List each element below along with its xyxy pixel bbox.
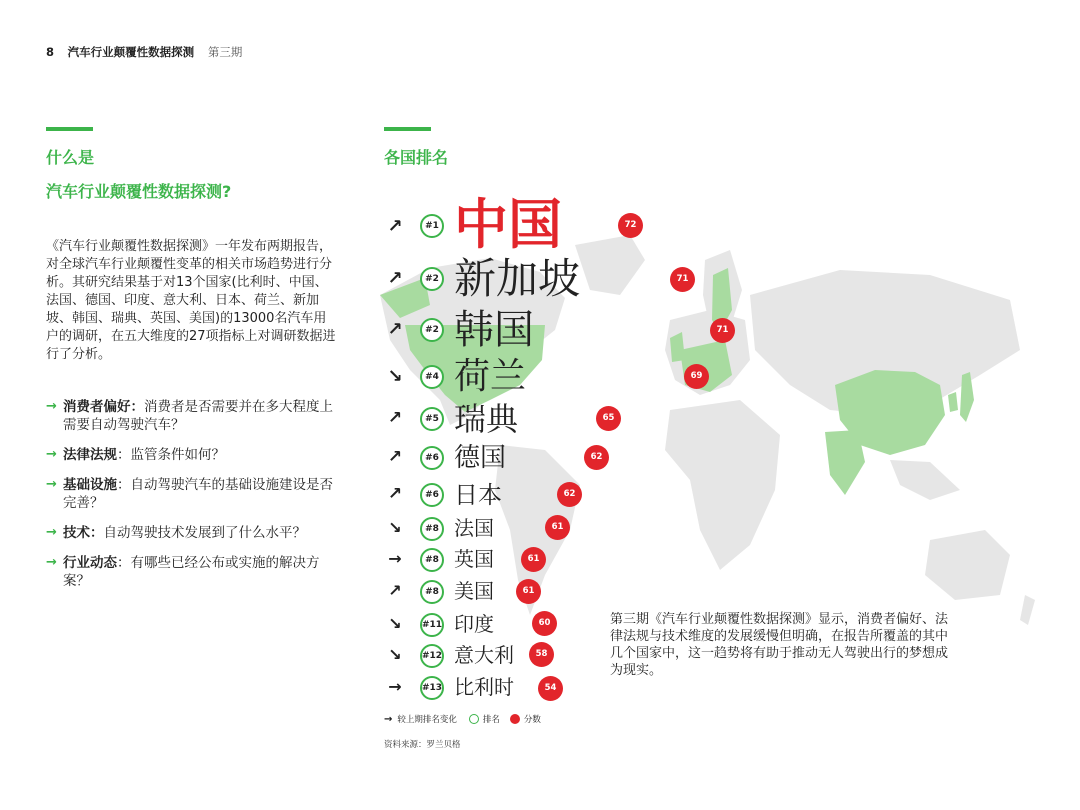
right-heading: 各国排名 bbox=[384, 148, 449, 167]
trend-arrow-icon: → bbox=[388, 549, 402, 568]
right-section-rule bbox=[384, 127, 431, 131]
dimension-text bbox=[63, 554, 346, 590]
left-section-rule bbox=[46, 127, 93, 131]
country-name: 印度 bbox=[454, 612, 494, 636]
arrow-right-icon: → bbox=[384, 713, 393, 725]
map-korea bbox=[948, 392, 958, 412]
rank-badge: #8 bbox=[420, 580, 444, 604]
trend-arrow-icon: ↘ bbox=[388, 518, 402, 537]
legend-rank-label: 排名 bbox=[482, 715, 500, 725]
rank-ring-icon bbox=[469, 714, 479, 724]
dimension-item bbox=[46, 554, 346, 590]
map-australia bbox=[925, 530, 1010, 600]
rank-badge: #2 bbox=[420, 267, 444, 291]
map-india bbox=[825, 430, 865, 495]
trend-arrow-icon: ↗ bbox=[387, 216, 403, 237]
rank-badge: #5 bbox=[420, 407, 444, 431]
rank-badge: #13 bbox=[420, 676, 444, 700]
dimension-list bbox=[46, 398, 346, 602]
trend-arrow-icon: ↗ bbox=[387, 268, 403, 289]
trend-arrow-icon: ↗ bbox=[387, 319, 403, 340]
rank-badge: #6 bbox=[420, 446, 444, 470]
dimension-desc: ：自动驾驶汽车的基础设施建设是否完善？ bbox=[63, 477, 333, 511]
rank-badge: #11 bbox=[420, 613, 444, 637]
trend-arrow-icon: ↗ bbox=[387, 447, 403, 467]
score-dot: 60 bbox=[532, 611, 557, 636]
country-name: 比利时 bbox=[454, 675, 514, 699]
dimension-text bbox=[63, 446, 225, 464]
trend-arrow-icon: ↗ bbox=[388, 581, 402, 600]
map-greenland bbox=[575, 235, 645, 295]
dimension-title: 消费者偏好： bbox=[63, 399, 144, 415]
intro-paragraph: 《汽车行业颠覆性数据探测》一年发布两期报告，对全球汽车行业颠覆性变革的相关市场趋势进行分析。其研究结果基于对13个国家(比利时、中国、法国、德国、印度、意大利、日本、荷兰、新加坡、韩国、瑞典、英国、美国)的13000名汽车用户的调研，在五大维度的27项指标上对调研数据进行了分析。 bbox=[46, 239, 336, 362]
dimension-desc: 自动驾驶技术发展到了什么水平？ bbox=[103, 525, 306, 541]
country-name: 美国 bbox=[454, 579, 494, 603]
map-africa bbox=[665, 400, 780, 570]
trend-arrow-icon: ↘ bbox=[387, 366, 403, 387]
legend-change-label: 较上期排名变化 bbox=[397, 715, 457, 725]
left-heading-line2: 汽车行业颠覆性数据探测? bbox=[46, 182, 232, 201]
summary-paragraph: 第三期《汽车行业颠覆性数据探测》显示，消费者偏好、法律法规与技术维度的发展缓慢但明确，在报告所覆盖的其中几个国家中，这一趋势将有助于推动无人驾驶出行的梦想成为现实。 bbox=[610, 612, 949, 678]
dimension-item bbox=[46, 398, 346, 434]
score-dot-icon bbox=[510, 714, 520, 724]
header-issue: 第三期 bbox=[207, 45, 243, 59]
rank-badge: #8 bbox=[420, 548, 444, 572]
score-dot: 72 bbox=[618, 213, 643, 238]
dimension-desc: ：有哪些已经公布或实施的解决方案？ bbox=[63, 555, 320, 589]
arrow-right-icon: → bbox=[46, 555, 57, 570]
country-name: 英国 bbox=[454, 547, 494, 571]
score-dot: 71 bbox=[710, 318, 735, 343]
header-title: 汽车行业颠覆性数据探测 bbox=[67, 45, 195, 59]
dimension-item bbox=[46, 446, 346, 464]
rank-badge: #12 bbox=[420, 644, 444, 668]
score-dot: 54 bbox=[538, 676, 563, 701]
legend-score-label: 分数 bbox=[523, 715, 541, 725]
dimension-text bbox=[63, 476, 346, 512]
dimension-desc: ：监管条件如何？ bbox=[117, 447, 225, 463]
score-dot: 65 bbox=[596, 406, 621, 431]
arrow-right-icon: → bbox=[46, 399, 57, 414]
country-name: 意大利 bbox=[454, 643, 514, 667]
score-dot: 58 bbox=[529, 642, 554, 667]
left-heading-line1: 什么是 bbox=[46, 148, 95, 167]
score-dot: 62 bbox=[557, 482, 582, 507]
dimension-text bbox=[63, 524, 306, 542]
dimension-text bbox=[63, 398, 346, 434]
dimension-title: 行业动态 bbox=[63, 555, 117, 571]
dimension-item bbox=[46, 524, 346, 542]
rank-badge: #6 bbox=[420, 483, 444, 507]
score-dot: 61 bbox=[516, 579, 541, 604]
country-name: 德国 bbox=[454, 443, 507, 473]
map-se-asia bbox=[890, 460, 960, 500]
country-name: 韩国 bbox=[454, 307, 534, 353]
dimension-title: 技术： bbox=[63, 525, 104, 541]
score-dot: 61 bbox=[521, 547, 546, 572]
country-name: 法国 bbox=[454, 516, 494, 540]
country-name: 荷兰 bbox=[454, 356, 527, 397]
map-new-zealand bbox=[1020, 595, 1035, 625]
page-header bbox=[46, 44, 242, 60]
page-number: 8 bbox=[46, 45, 55, 59]
trend-arrow-icon: → bbox=[388, 677, 402, 696]
dimension-title: 法律法规 bbox=[63, 447, 117, 463]
rank-badge: #8 bbox=[420, 517, 444, 541]
score-dot: 71 bbox=[670, 267, 695, 292]
source-note: 资料来源：罗兰贝格 bbox=[384, 740, 461, 750]
rank-badge: #1 bbox=[420, 214, 444, 238]
trend-arrow-icon: ↘ bbox=[388, 614, 402, 633]
rank-badge: #2 bbox=[420, 318, 444, 342]
ranking-legend bbox=[384, 713, 541, 725]
arrow-right-icon: → bbox=[46, 525, 57, 540]
dimension-title: 基础设施 bbox=[63, 477, 117, 493]
country-name: 中国 bbox=[454, 193, 562, 256]
score-dot: 62 bbox=[584, 445, 609, 470]
rank-badge: #4 bbox=[420, 365, 444, 389]
score-dot: 69 bbox=[684, 364, 709, 389]
country-name: 瑞典 bbox=[454, 400, 519, 438]
country-name: 日本 bbox=[454, 481, 502, 509]
trend-arrow-icon: ↗ bbox=[387, 408, 403, 428]
trend-arrow-icon: ↘ bbox=[388, 645, 402, 664]
arrow-right-icon: → bbox=[46, 477, 57, 492]
trend-arrow-icon: ↗ bbox=[387, 484, 403, 504]
score-dot: 61 bbox=[545, 515, 570, 540]
dimension-desc: 消费者是否需要并在多大程度上需要自动驾驶汽车？ bbox=[63, 399, 333, 433]
country-name: 新加坡 bbox=[454, 254, 581, 303]
arrow-right-icon: → bbox=[46, 447, 57, 462]
dimension-item bbox=[46, 476, 346, 512]
